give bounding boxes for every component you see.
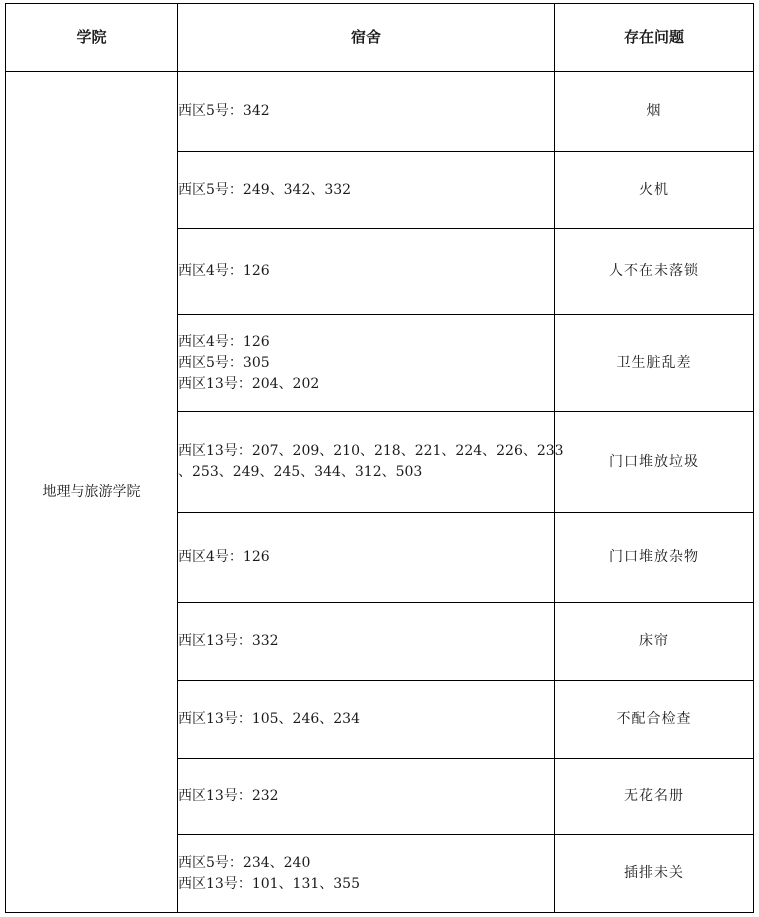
dorm-cell — [178, 152, 555, 229]
issue-cell: 插排未关 — [555, 835, 754, 913]
header-college: 学院 — [6, 4, 178, 72]
header-dorm: 宿舍 — [178, 4, 555, 72]
dorm-cell — [178, 412, 564, 513]
header-issue: 存在问题 — [555, 4, 754, 72]
dorm-cell — [178, 681, 555, 759]
issue-cell: 卫生脏乱差 — [555, 315, 754, 412]
dorm-cell — [178, 759, 555, 835]
dorm-line: 西区13号：101、131、355 — [178, 875, 360, 892]
dorm-line: 西区4号：126 — [178, 333, 270, 350]
dorm-line: 西区4号：126 — [178, 263, 270, 279]
dorm-line: 西区5号：234、240 — [178, 854, 311, 871]
dorm-cell — [178, 835, 555, 913]
issue-cell: 人不在未落锁 — [555, 229, 754, 315]
dorm-cell — [178, 513, 555, 603]
college-cell: 地理与旅游学院 — [6, 72, 178, 913]
dorm-line: 西区4号：126 — [178, 549, 270, 565]
issue-cell: 烟 — [555, 72, 754, 152]
dorm-cell — [178, 229, 555, 315]
dorm-line: 西区5号：342 — [178, 103, 270, 119]
dorm-line: 西区5号：249、342、332 — [178, 181, 352, 198]
dorm-line: 、253、249、245、344、312、503 — [178, 464, 423, 480]
issue-cell: 不配合检查 — [555, 681, 754, 759]
issue-cell: 火机 — [555, 152, 754, 229]
dorm-cell — [178, 315, 555, 412]
dorm-line: 西区13号：207、209、210、218、221、224、226、233 — [178, 443, 564, 459]
table-row — [6, 72, 754, 152]
issue-cell: 床帘 — [555, 603, 754, 681]
inspection-table — [5, 3, 754, 913]
header-row — [6, 4, 754, 72]
issue-cell: 门口堆放垃圾 — [555, 412, 754, 513]
dorm-line: 西区5号：305 — [178, 354, 270, 371]
dorm-line: 西区13号：232 — [178, 788, 279, 804]
dorm-cell — [178, 72, 555, 152]
issue-cell: 无花名册 — [555, 759, 754, 835]
dorm-line: 西区13号：105、246、234 — [178, 711, 360, 727]
issue-cell: 门口堆放杂物 — [555, 513, 754, 603]
dorm-cell — [178, 603, 555, 681]
dorm-line: 西区13号：332 — [178, 633, 279, 649]
dorm-line: 西区13号：204、202 — [178, 375, 320, 392]
